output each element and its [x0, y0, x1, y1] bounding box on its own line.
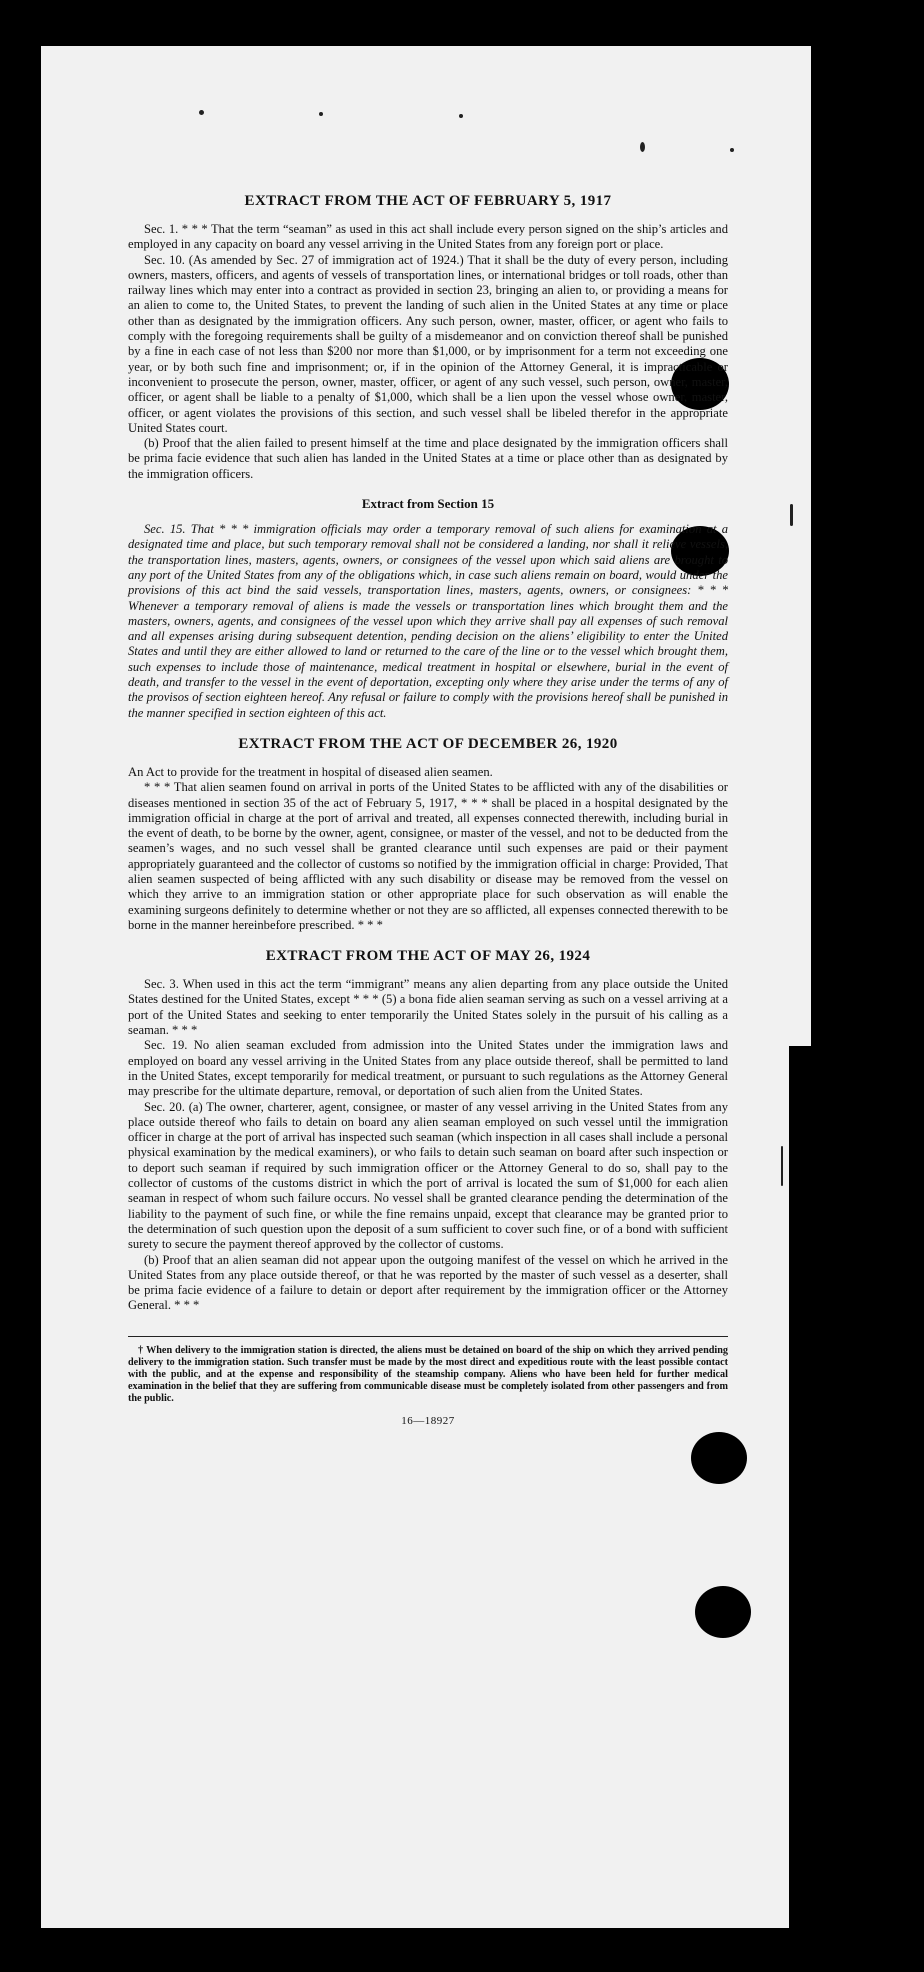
scan-speck — [781, 1146, 783, 1186]
section-act-1920 — [128, 735, 728, 933]
paragraph: (b) Proof that an alien seaman did not appear upon the outgoing manifest of the vessel on which he arrived in the United States from any place outside thereof, or that he was reported by the master of such vessel as a deserter, shall be prima facie evidence of a failure to detain or deport after requirement by the immigration officer or the Attorney General. * * * — [128, 1252, 728, 1313]
scan-speck — [730, 148, 734, 152]
scan-speck — [790, 504, 793, 526]
scan-speck — [319, 112, 323, 116]
paragraph: An Act to provide for the treatment in hospital of diseased alien seamen. — [128, 764, 493, 779]
footnote — [128, 1345, 728, 1405]
document-body — [128, 192, 728, 1427]
section-heading: Extract from Section 15 — [361, 496, 495, 512]
paragraph: Sec. 19. No alien seaman excluded from admission into the United States under the immigration laws and employed on board any vessel arriving in the United States from any place outside thereof, shall be permitted to land in the United States, except temporarily for medical treatment, or pursuant to such regulations as the Attorney General may prescribe for the ultimate departure, removal, or deportation of such alien from the United States. — [128, 1038, 728, 1099]
footnote-text: † When delivery to the immigration station is directed, the aliens must be detained on board of the ship on which they arrived pending delivery to the immigration station. Such transfer must be made by the most direct and expeditious route with the least possible contact with the public, and at the expense and responsibility of the steamship company. Aliens who have been held for further medical examination in the belief that they are suffering from communicable disease must be completely isolated from other passengers and from the public. — [128, 1344, 728, 1404]
punch-hole — [695, 1586, 751, 1638]
section-heading: EXTRACT FROM THE ACT OF DECEMBER 26, 1920 — [238, 735, 618, 752]
paragraph: * * * That alien seamen found on arrival in ports of the United States to be afflicted with any of the disabilities or diseases mentioned in section 35 of the act of February 5, 1917, * * * shall be placed in a hospital designated by the immigration official in charge at the port of arrival and treated, all expenses connected therewith, including burial in the event of death, to be borne by the owner, agent, consignee, or master of the vessel, and not to be deducted from the seamen’s wages, and no such vessel shall be granted clearance until such expenses are paid or their payment appropriately guaranteed and the collector of customs so notified by the immigration official in charge: Provided, That alien seamen suspected of being afflicted with any such disability or disease may be removed from the vessel on which they arrive to an immigration station or other appropriate place for such observation as will enable the examining surgeons definitely to determine whether or not they are so afflicted, all expenses connected therewith to be borne in the manner hereinbefore prescribed. * * * — [128, 780, 728, 932]
scan-speck — [459, 114, 463, 118]
scan-edge-shadow — [789, 1046, 811, 1928]
paragraph: Sec. 3. When used in this act the term “immigrant” means any alien departing from any place outside the United States destined for the United States, except * * * (5) a bona fide alien seaman serving as such on a vessel arriving at a port of the United States and seeking to enter temporarily the United States solely in the pursuit of his calling as a seaman. * * * — [128, 977, 728, 1038]
paragraph: Sec. 20. (a) The owner, charterer, agent, consignee, or master of any vessel arriving in the United States from any place outside thereof who fails to detain on board any alien seaman employed on such vessel until the immigration officer in charge at the port of arrival has inspected such seaman (which inspection in all cases shall include a personal physical examination by the medical examiners), or who fails to detain such seaman on board after such inspection or to deport such seaman if required by such immigration officer or the Attorney General to do so, shall pay to the collector of customs of the customs district in which the port of arrival is located the sum of $1,000 for each alien seaman in respect of whom such failure occurs. No vessel shall be granted clearance pending the determination of the liability to the payment of such fine, or while the fine remains unpaid, except that clearance may be granted prior to the determination of such question upon the deposit of a sum sufficient to cover such fine, or of a bond with sufficient surety to secure the payment thereof approved by the collector of customs. — [128, 1099, 728, 1252]
footnote-divider — [128, 1336, 728, 1337]
section-extract-15 — [128, 496, 728, 721]
punch-hole — [691, 1432, 747, 1484]
section-heading: EXTRACT FROM THE ACT OF FEBRUARY 5, 1917 — [244, 193, 612, 209]
paragraph: Sec. 1. * * * That the term “seaman” as used in this act shall include every person signed on the ship’s articles and employed in any capacity on board any vessel arriving in the United States from any foreign port or place. — [128, 222, 728, 252]
section-heading: EXTRACT FROM THE ACT OF MAY 26, 1924 — [265, 948, 591, 965]
scan-speck — [199, 110, 204, 115]
section-act-1917 — [128, 192, 728, 482]
section-act-1924 — [128, 947, 728, 1314]
paragraph: (b) Proof that the alien failed to present himself at the time and place designated by the immigration officers shall be prima facie evidence that such alien has landed in the United States at a time or place other than as designated by the immigration officers. — [128, 436, 728, 481]
page-number: 16—18927 — [401, 1414, 455, 1427]
paragraph: Sec. 15. That * * * immigration officials may order a temporary removal of such aliens for examination at a designated time and place, but such temporary removal shall not be considered a landing, nor shall it relieve vessels, the transportation lines, masters, agents, owners, or consignees of the vessel upon which said aliens are brought to any port of the United States from any of the obligations which, in case such aliens remain on board, would under the provisions of this act bind the said vessels, transportation lines, masters, agents, owners, or consignees: * * * Whenever a temporary removal of aliens is made the vessels or transportation lines which brought them and the masters, owners, agents, and consignees of the vessel upon which they arrive shall pay all expenses of such removal and all expenses arising during subsequent detention, pending decision on the aliens’ eligibility to enter the United States and until they are either allowed to land or returned to the care of the line or to the vessel which brought them, such expenses to include those of maintenance, medical treatment in hospital or elsewhere, burial in the event of death, and transfer to the vessel in the event of deportation, excepting only where they arise under the terms of any of the provisos of section eighteen hereof. Any refusal or failure to comply with the provisions hereof shall be punished in the manner specified in section eighteen of this act. — [128, 522, 728, 720]
scan-speck — [640, 142, 645, 152]
paragraph: Sec. 10. (As amended by Sec. 27 of immigration act of 1924.) That it shall be the duty of every person, including owners, masters, officers, and agents of vessels of transportation lines, or international bridges or toll roads, other than railway lines which may enter into a contract as provided in section 23, bringing an alien to, or providing a means for an alien to come to, the United States, to prevent the landing of such alien in the United States at any time or place other than as designated by the immigration officers. Any such person, owner, master, officer, or agent who fails to comply with the foregoing requirements shall be guilty of a misdemeanor and on conviction thereof shall be punished by a fine in each case of not less than $200 nor more than $1,000, or by imprisonment for a term not exceeding one year, or by both such fine and imprisonment; or, if in the opinion of the Attorney General, it is impracticable or inconvenient to prosecute the person, owner, master, officer, or agent of any such vessel, such person, owner, master, officer, or agent shall be liable to a penalty of $1,000, which shall be a lien upon the vessel whose owner, master, officer, or agent violates the provisions of this section, and such vessel shall be libeled therefor in the appropriate United States court. — [128, 252, 728, 435]
